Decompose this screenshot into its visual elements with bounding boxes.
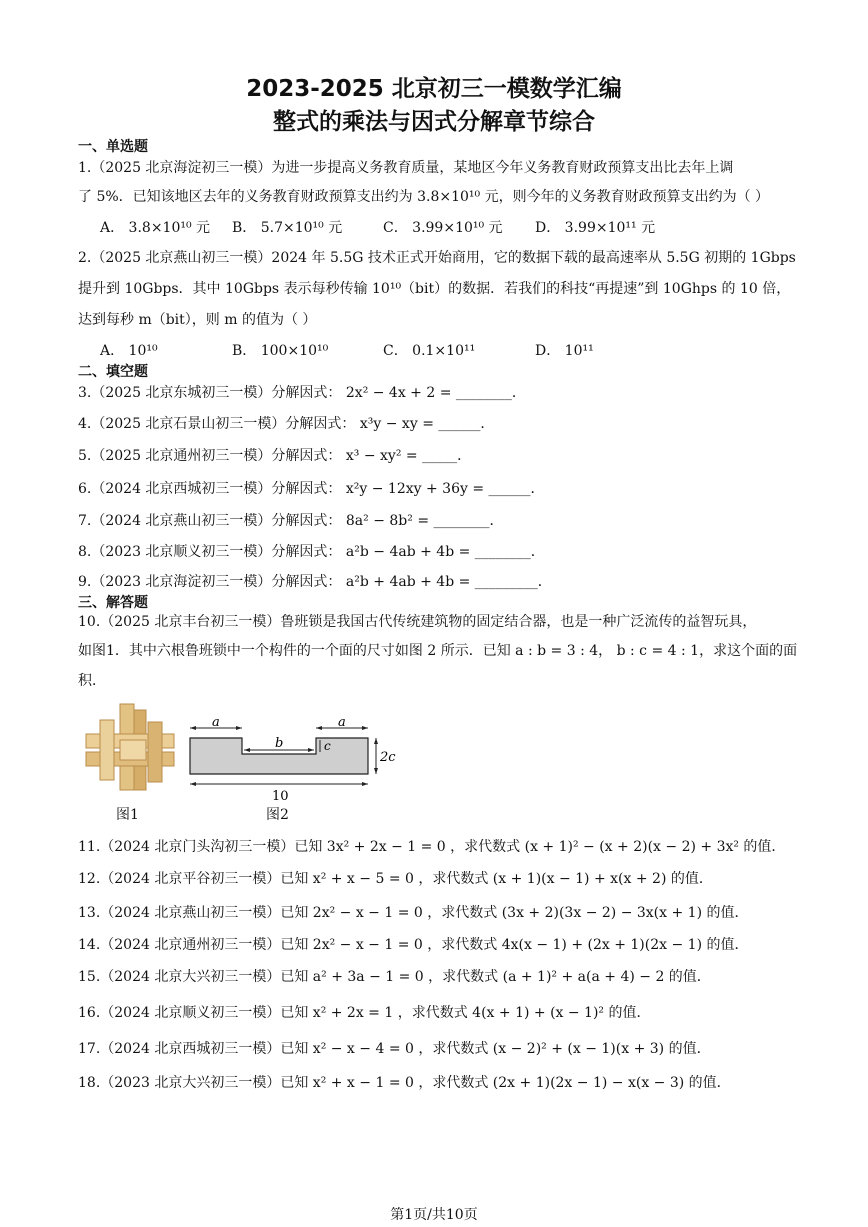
solve-q14: 14.（2024 北京通州初三一模）已知 2x² − x − 1 = 0 ，求代数式 4x(x − 1) + (2x + 1)(2x − 1) 的值． — [78, 937, 749, 953]
q1-option-a: A． 3.8×10¹⁰ 元 — [100, 220, 211, 236]
q2-line3: 达到每秒 m（bit），则 m 的值为（ ） — [78, 312, 317, 328]
label-10: 10 — [272, 789, 289, 804]
fill-q3: 3.（2025 北京东城初三一模）分解因式： 2x² − 4x + 2 = ________． — [78, 385, 526, 401]
solve-q18: 18.（2023 北京大兴初三一模）已知 x² + x − 1 = 0 ，求代数式 (2x + 1)(2x − 1) − x(x − 3) 的值． — [78, 1075, 731, 1091]
q2-option-b: B． 100×10¹⁰ — [232, 343, 329, 359]
fill-q5: 5.（2025 北京通州初三一模）分解因式： x³ − xy² = _____． — [78, 448, 472, 464]
q1-option-d: D． 3.99×10¹¹ 元 — [535, 220, 656, 236]
fill-q4: 4.（2025 北京石景山初三一模）分解因式： x³y − xy = ______． — [78, 416, 495, 432]
label-b: b — [275, 736, 284, 751]
fill-q6: 6.（2024 北京西城初三一模）分解因式： x²y − 12xy + 36y = ______． — [78, 481, 545, 497]
section-fill-blank: 二、填空题 — [78, 364, 148, 380]
figure1-caption: 图1 — [116, 807, 139, 823]
label-c: c — [324, 739, 331, 753]
doc-title-line1: 2023-2025 北京初三一模数学汇编 — [246, 76, 622, 102]
section-solve: 三、解答题 — [78, 595, 148, 611]
solve-q13: 13.（2024 北京燕山初三一模）已知 2x² − x − 1 = 0 ，求代数式 (3x + 2)(3x − 2) − 3x(x + 1) 的值． — [78, 905, 749, 921]
q2-option-a: A． 10¹⁰ — [100, 343, 158, 359]
label-2c: 2c — [380, 750, 396, 765]
q1-option-b: B． 5.7×10¹⁰ 元 — [232, 220, 343, 236]
q10-line2: 如图1．其中六根鲁班锁中一个构件的一个面的尺寸如图 2 所示．已知 a : b = 3 : 4， b : c = 4 : 1，求这个面的面 — [78, 643, 798, 659]
section-single-choice: 一、单选题 — [78, 139, 148, 155]
doc-title-line2: 整式的乘法与因式分解章节综合 — [273, 109, 595, 135]
figure2-caption: 图2 — [266, 807, 289, 823]
q10-line3: 积． — [78, 673, 106, 689]
q2-option-d: D． 10¹¹ — [535, 343, 594, 359]
dimension-diagram — [186, 716, 402, 806]
solve-q12: 12.（2024 北京平谷初三一模）已知 x² + x − 5 = 0 ，求代数式 (x + 1)(x − 1) + x(x + 2) 的值． — [78, 871, 713, 887]
solve-q16: 16.（2024 北京顺义初三一模）已知 x² + 2x = 1 ，求代数式 4(x + 1) + (x − 1)² 的值． — [78, 1005, 651, 1021]
fill-q9: 9.（2023 北京海淀初三一模）分解因式： a²b + 4ab + 4b = _________． — [78, 574, 552, 590]
fill-q8: 8.（2023 北京顺义初三一模）分解因式： a²b − 4ab + 4b = ________． — [78, 544, 545, 560]
solve-q15: 15.（2024 北京大兴初三一模）已知 a² + 3a − 1 = 0 ，求代数式 (a + 1)² + a(a + 4) − 2 的值． — [78, 969, 711, 985]
q2-line2: 提升到 10Gbps．其中 10Gbps 表示每秒传输 10¹⁰（bit）的数据．若我们的科技“再提速”到 10Ghps 的 10 倍， — [78, 281, 791, 297]
solve-q11: 11.（2024 北京门头沟初三一模）已知 3x² + 2x − 1 = 0 ，求代数式 (x + 1)² − (x + 2)(x − 2) + 3x² 的值． — [78, 839, 786, 855]
q10-line1: 10.（2025 北京丰台初三一模）鲁班锁是我国古代传统建筑物的固定结合器，也是一种广泛流传的益智玩具， — [78, 614, 757, 630]
q2-line1: 2.（2025 北京燕山初三一模）2024 年 5.5G 技术正式开始商用，它的数据下载的最高速率从 5.5G 初期的 1Gbps — [78, 250, 796, 266]
q1-line2: 了 5%．已知该地区去年的义务教育财政预算支出约为 3.8×10¹⁰ 元，则今年的义务教育财政预算支出约为（ ） — [78, 189, 770, 205]
q2-option-c: C． 0.1×10¹¹ — [383, 343, 476, 359]
q1-line1: 1.（2025 北京海淀初三一模）为进一步提高义务教育质量，某地区今年义务教育财政预算支出比去年上调 — [78, 160, 734, 176]
luban-lock-image — [82, 700, 178, 796]
label-a-right: a — [338, 716, 346, 730]
label-a-left: a — [212, 716, 220, 730]
fill-q7: 7.（2024 北京燕山初三一模）分解因式： 8a² − 8b² = ________． — [78, 513, 504, 529]
page-footer: 第1页/共10页 — [390, 1207, 478, 1223]
q1-option-c: C． 3.99×10¹⁰ 元 — [383, 220, 503, 236]
solve-q17: 17.（2024 北京西城初三一模）已知 x² − x − 4 = 0 ，求代数式 (x − 2)² + (x − 1)(x + 3) 的值． — [78, 1041, 711, 1057]
